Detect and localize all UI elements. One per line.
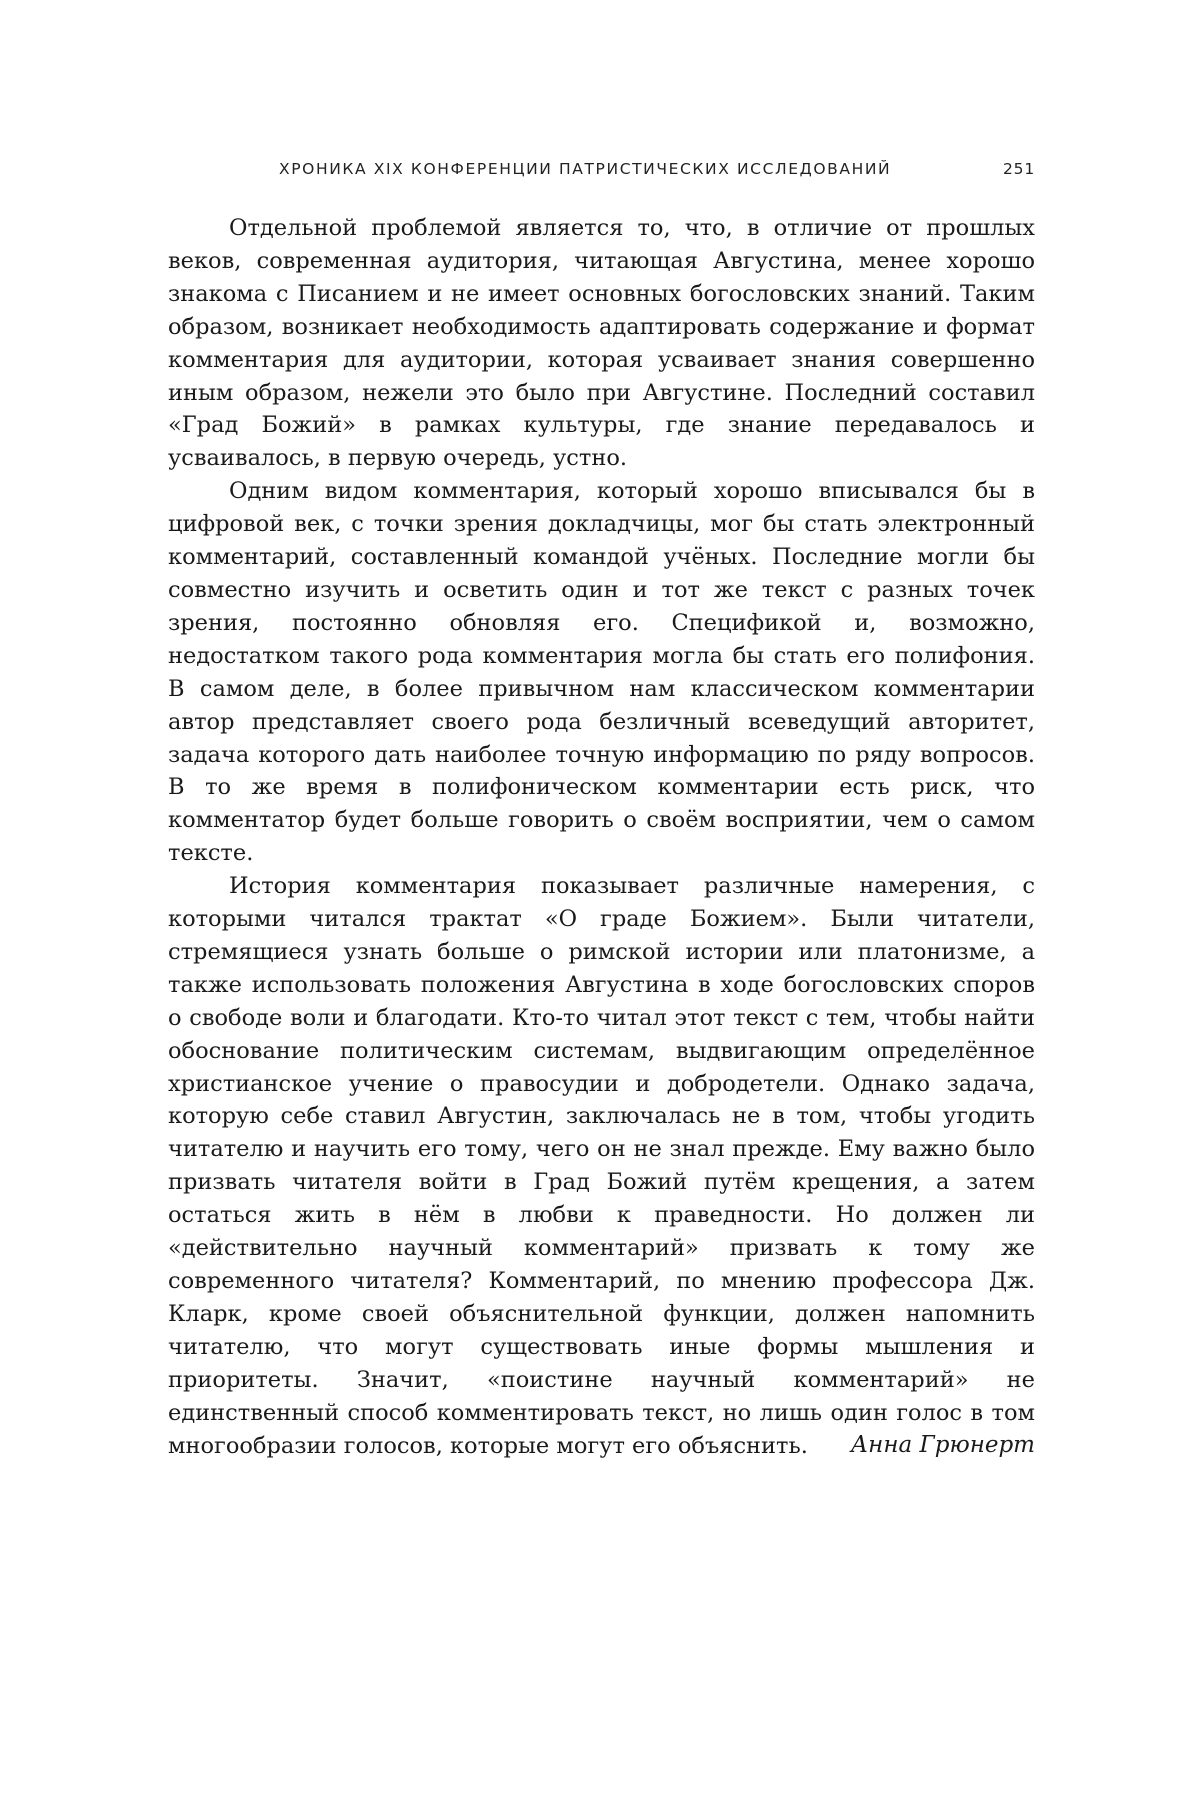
paragraph: Одним видом комментария, который хорошо вписывался бы в цифровой век, с точки зрения докладчицы, мог бы стать электронный комментарий, составленный командой учёных. Последние могли бы совместно изучить и осветить один и тот же текст с разных точек зрения, постоянно обновляя его. Спецификой и, возможно, недостатком такого рода комментария могла бы стать его полифония. В самом деле, в более привычном нам классическом комментарии автор представляет своего рода безличный всеведущий авторитет, задача которого дать наиболее точную информацию по ряду вопросов. В то же время в полифоническом комментарии есть риск, что комментатор будет больше говорить о своём восприятии, чем о самом тексте.	[168, 478, 1035, 867]
paragraph: История комментария показывает различные намерения, с которыми читался трактат «О граде Божием». Были читатели, стремящиеся узнать больше о римской истории или платонизме, а также использовать положения Августина в ходе богословских споров о свободе воли и благодати. Кто-то читал этот текст с тем, чтобы найти обоснование политическим системам, выдвигающим определённое христианское учение о правосудии и добродетели. Однако задача, которую себе ставил Августин, заключалась не в том, чтобы угодить читателю и научить его тому, чего он не знал прежде. Ему важно было призвать читателя войти в Град Божий путём крещения, а затем остаться жить в нём в любви к праведности. Но должен ли «действительно научный комментарий» призвать к тому же современного читателя? Комментарий, по мнению профессора Дж. Кларк, кроме своей объяснительной функции, должен напомнить читателю, что могут существовать иные формы мышления и приоритеты. Значит, «поистине научный комментарий» не единственный способ комментировать текст, но лишь один голос в том многообразии голосов, которые могут его объяснить.	[168, 873, 1035, 1459]
running-header	[168, 160, 1035, 184]
article-body	[168, 212, 1035, 1462]
paragraph: Отдельной проблемой является то, что, в отличие от прошлых веков, современная аудитория, читающая Августина, менее хорошо знакома с Писанием и не имеет основных богословских знаний. Таким образом, возникает необходимость адаптировать содержание и формат комментария для аудитории, которая усваивает знания совершенно иным образом, нежели это было при Августине. Последний составил «Град Божий» в рамках культуры, где знание передавалось и усваивалось, в первую очередь, устно.	[168, 215, 1035, 472]
page-number: 251	[1003, 160, 1035, 178]
author-signature: Анна Грюнерт	[850, 1432, 1035, 1458]
running-title: ХРОНИКА XIX КОНФЕРЕНЦИИ ПАТРИСТИЧЕСКИХ ИССЛЕДОВАНИЙ	[279, 160, 892, 178]
